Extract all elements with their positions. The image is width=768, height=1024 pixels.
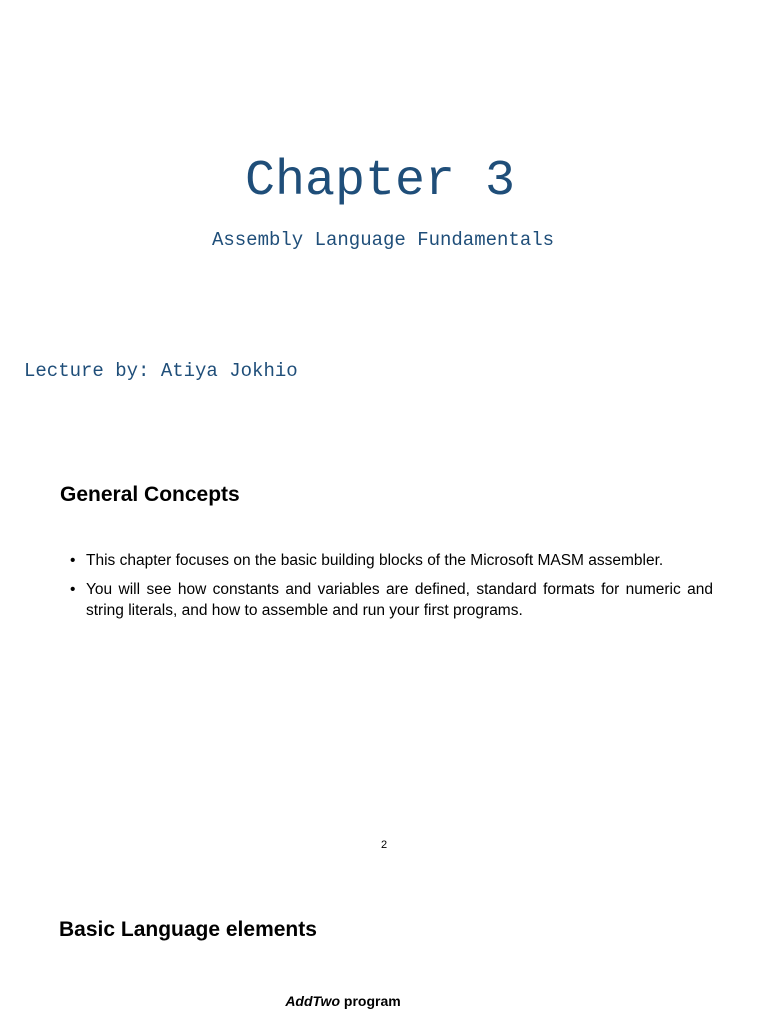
bullet-icon: • xyxy=(70,552,76,569)
bullet-item xyxy=(70,550,713,571)
bullet-text: You will see how constants and variables are defined, standard formats for numeric and string literals, and how to assemble and run your first programs. xyxy=(86,581,713,619)
slide-title: Chapter 3 xyxy=(244,153,516,210)
slide-subtitle: Assembly Language Fundamentals xyxy=(211,229,555,251)
program-name: AddTwo xyxy=(285,993,340,1009)
program-caption-suffix: program xyxy=(340,993,401,1009)
section-heading-general-concepts: General Concepts xyxy=(60,483,240,506)
bullet-list xyxy=(70,550,713,629)
program-caption xyxy=(0,991,686,1011)
section-heading-basic-language-elements: Basic Language elements xyxy=(59,918,317,941)
bullet-item xyxy=(70,579,713,621)
lecturer-line: Lecture by: Atiya Jokhio xyxy=(24,360,298,382)
bullet-icon: • xyxy=(70,581,76,598)
page-number: 2 xyxy=(380,839,388,851)
bullet-text: This chapter focuses on the basic building blocks of the Microsoft MASM assembler. xyxy=(86,552,664,569)
